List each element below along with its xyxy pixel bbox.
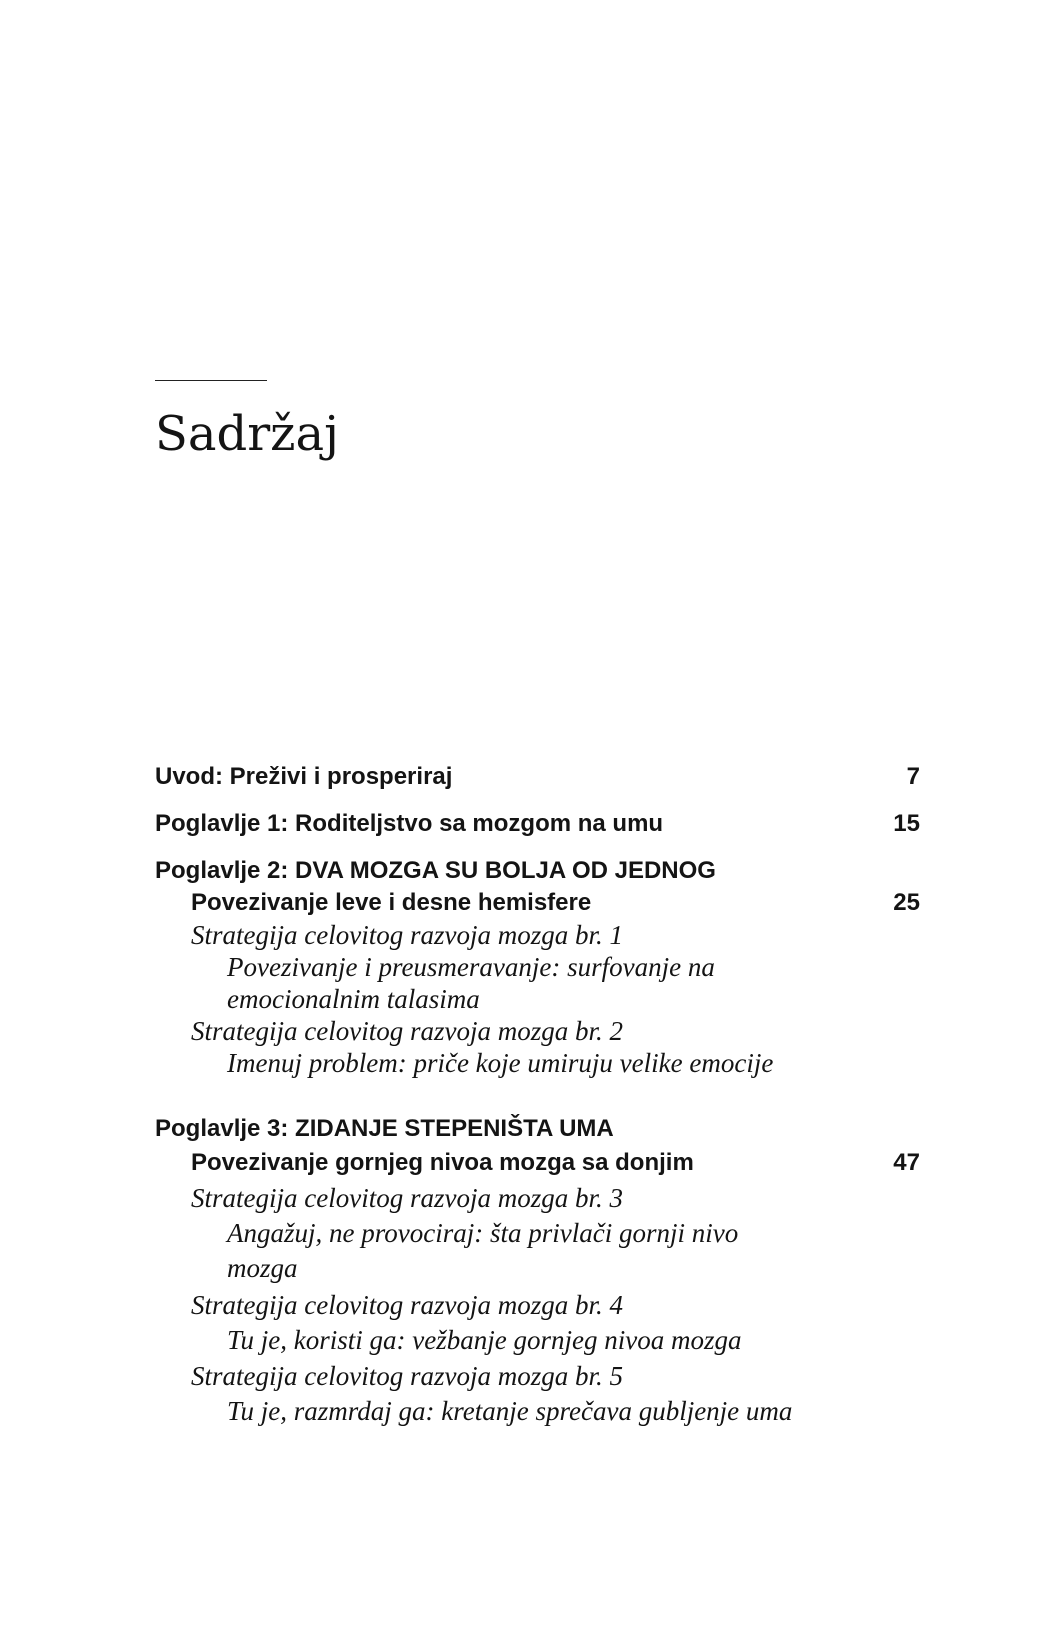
toc-chapter-title: Poglavlje 2: DVA MOZGA SU BOLJA OD JEDNOG: [155, 857, 716, 884]
toc-strategy-3-desc-line-2: [155, 1251, 920, 1285]
toc-entry-chapter-2[interactable]: [155, 854, 920, 888]
page-title: Sadržaj: [155, 406, 339, 462]
toc-strategy-3-desc-line-1: [155, 1216, 920, 1250]
toc-entry-chapter-1[interactable]: [155, 807, 920, 841]
toc-strategy-4[interactable]: [155, 1288, 920, 1322]
toc-chapter-subtitle: Povezivanje leve i desne hemisfere: [191, 889, 592, 916]
toc-chapter-subtitle: Povezivanje gornjeg nivoa mozga sa donjim: [191, 1149, 694, 1176]
toc-strategy-description: emocionalnim talasima: [227, 984, 480, 1014]
toc-strategy-description: Tu je, koristi ga: vežbanje gornjeg nivoa mozga: [227, 1325, 742, 1355]
toc-strategy-description: mozga: [227, 1253, 298, 1283]
toc-strategy-label: Strategija celovitog razvoja mozga br. 3: [191, 1183, 623, 1213]
toc-strategy-description: Angažuj, ne provociraj: šta privlači gornji nivo: [227, 1218, 739, 1248]
toc-strategy-1-desc-line-1: [155, 950, 920, 984]
toc-chapter-3-subtitle-row: [155, 1146, 920, 1180]
title-rule: [155, 380, 267, 381]
toc-strategy-label: Strategija celovitog razvoja mozga br. 2: [191, 1016, 623, 1046]
toc-strategy-label: Strategija celovitog razvoja mozga br. 1: [191, 920, 623, 950]
toc-strategy-label: Strategija celovitog razvoja mozga br. 4: [191, 1290, 623, 1320]
toc-strategy-2-desc: [155, 1046, 920, 1080]
toc-chapter-title: Poglavlje 3: ZIDANJE STEPENIŠTA UMA: [155, 1115, 614, 1142]
toc-page-number: 47: [893, 1149, 920, 1176]
toc-page-number: 7: [906, 763, 920, 790]
toc-entry-intro[interactable]: [155, 760, 920, 794]
toc-page-number: 25: [893, 889, 920, 916]
toc-strategy-3[interactable]: [155, 1181, 920, 1215]
toc-strategy-description: Tu je, razmrdaj ga: kretanje sprečava gubljenje uma: [227, 1396, 793, 1426]
toc-strategy-description: Imenuj problem: priče koje umiruju velike emocije: [227, 1048, 774, 1078]
toc-strategy-1[interactable]: [155, 918, 920, 952]
toc-strategy-2[interactable]: [155, 1014, 920, 1048]
toc-entry-label: Uvod: Preživi i prosperiraj: [155, 763, 453, 790]
toc-entry-label: Poglavlje 1: Roditeljstvo sa mozgom na umu: [155, 810, 664, 837]
toc-chapter-2-subtitle-row: [155, 886, 920, 920]
toc-strategy-label: Strategija celovitog razvoja mozga br. 5: [191, 1361, 623, 1391]
toc-page-number: 15: [893, 810, 920, 837]
toc-strategy-1-desc-line-2: [155, 982, 920, 1016]
toc-strategy-5-desc: [155, 1394, 920, 1428]
toc-strategy-5[interactable]: [155, 1359, 920, 1393]
toc-strategy-4-desc: [155, 1323, 920, 1357]
toc-entry-chapter-3[interactable]: [155, 1112, 920, 1146]
toc-strategy-description: Povezivanje i preusmeravanje: surfovanje na: [227, 952, 715, 982]
